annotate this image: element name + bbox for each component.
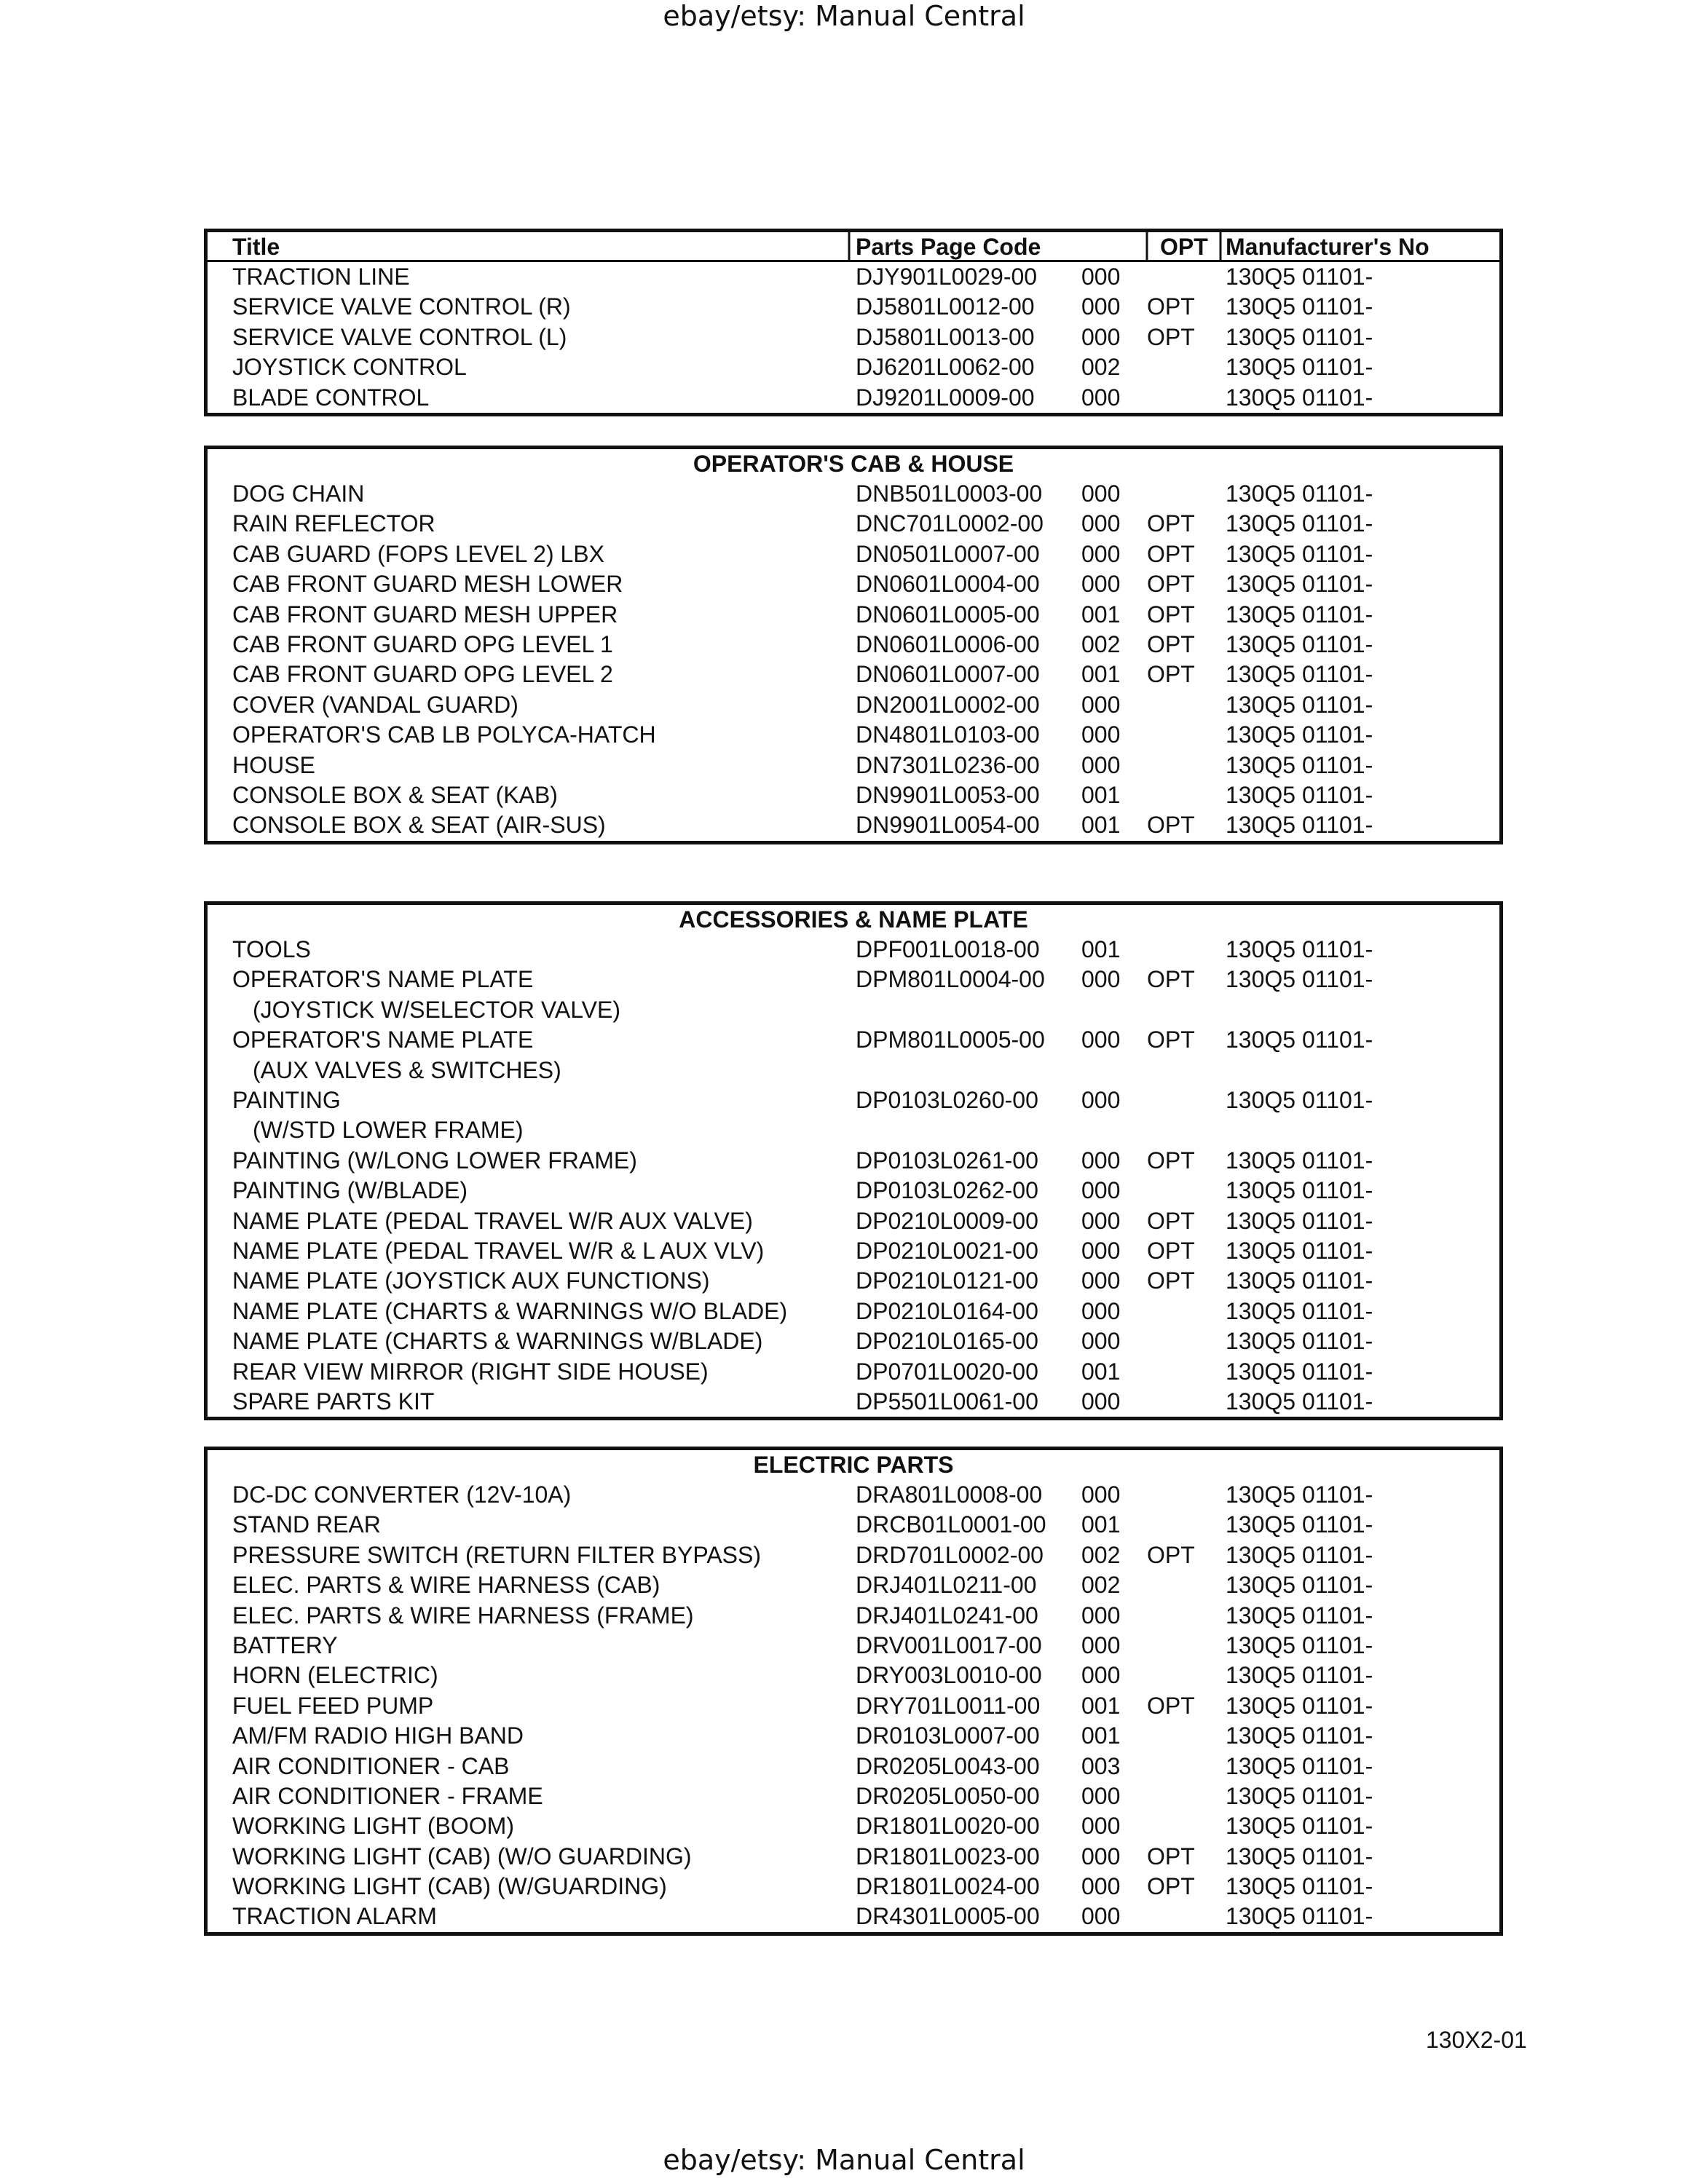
table-row	[208, 1872, 1499, 1902]
variant-code: 000	[1081, 1481, 1121, 1508]
part-title: NAME PLATE (CHARTS & WARNINGS W/BLADE)	[232, 1328, 763, 1355]
manufacturer-number: 130Q5 01101-	[1226, 1541, 1373, 1568]
variant-code: 001	[1081, 1511, 1121, 1538]
parts-page-code: DP0210L0165-00	[856, 1328, 1038, 1355]
manufacturer-number: 130Q5 01101-	[1226, 1481, 1373, 1508]
part-title: CONSOLE BOX & SEAT (KAB)	[232, 781, 558, 808]
variant-code: 001	[1081, 812, 1121, 839]
part-title: TRACTION LINE	[232, 264, 410, 290]
part-title: ELEC. PARTS & WIRE HARNESS (CAB)	[232, 1572, 660, 1599]
column-header-opt: OPT	[1160, 234, 1208, 260]
table-row	[208, 690, 1499, 720]
manufacturer-number: 130Q5 01101-	[1226, 601, 1373, 628]
manufacturer-number: 130Q5 01101-	[1226, 1267, 1373, 1294]
manufacturer-number: 130Q5 01101-	[1226, 510, 1373, 537]
parts-page-code: DN9901L0054-00	[856, 812, 1040, 839]
parts-page-code: DN0601L0006-00	[856, 630, 1040, 657]
parts-page-code: DJ9201L0009-00	[856, 384, 1035, 411]
manufacturer-number: 130Q5 01101-	[1226, 1752, 1373, 1779]
part-title: NAME PLATE (CHARTS & WARNINGS W/O BLADE)	[232, 1297, 788, 1324]
manufacturer-number: 130Q5 01101-	[1226, 1328, 1373, 1355]
manufacturer-number: 130Q5 01101-	[1226, 1572, 1373, 1599]
manufacturer-number: 130Q5 01101-	[1226, 721, 1373, 748]
parts-page-code: DRY003L0010-00	[856, 1662, 1042, 1689]
parts-table-accessories	[204, 901, 1503, 1420]
table-row	[208, 965, 1499, 1025]
manufacturer-number: 130Q5 01101-	[1226, 323, 1373, 350]
variant-code: 000	[1081, 1813, 1121, 1840]
option-flag: OPT	[1147, 1541, 1195, 1568]
table-row	[208, 780, 1499, 810]
part-title-continuation: (AUX VALVES & SWITCHES)	[253, 1056, 561, 1083]
variant-code: 000	[1081, 323, 1121, 350]
part-title-continuation: (JOYSTICK W/SELECTOR VALVE)	[253, 996, 620, 1023]
table-row	[208, 479, 1499, 509]
parts-page-code: DN0601L0005-00	[856, 601, 1040, 628]
part-title: SERVICE VALVE CONTROL (L)	[232, 323, 567, 350]
table-row	[208, 383, 1499, 413]
parts-page-code: DRA801L0008-00	[856, 1481, 1043, 1508]
column-header-manufacturer: Manufacturer's No	[1226, 234, 1429, 260]
part-title: WORKING LIGHT (CAB) (W/O GUARDING)	[232, 1843, 692, 1870]
part-title: OPERATOR'S NAME PLATE	[232, 966, 534, 993]
part-title: SPARE PARTS KIT	[232, 1388, 435, 1415]
option-flag: OPT	[1147, 812, 1195, 839]
part-title: HORN (ELECTRIC)	[232, 1662, 438, 1689]
parts-page-code: DRJ401L0241-00	[856, 1602, 1038, 1629]
table-row	[208, 935, 1499, 965]
parts-page-code: DRCB01L0001-00	[856, 1511, 1046, 1538]
variant-code: 000	[1081, 264, 1121, 290]
manufacturer-number: 130Q5 01101-	[1226, 1358, 1373, 1385]
table-row	[208, 1176, 1499, 1206]
variant-code: 001	[1081, 1692, 1121, 1719]
table-row	[208, 1510, 1499, 1540]
variant-code: 000	[1081, 1388, 1121, 1415]
table-row	[208, 1236, 1499, 1266]
variant-code: 000	[1081, 691, 1121, 718]
parts-page-code: DR0205L0050-00	[856, 1782, 1040, 1809]
table-row	[208, 1631, 1499, 1661]
variant-code: 000	[1081, 1297, 1121, 1324]
parts-page-code: DJ5801L0013-00	[856, 323, 1035, 350]
variant-code: 000	[1081, 384, 1121, 411]
table-row	[208, 1387, 1499, 1417]
variant-code: 000	[1081, 510, 1121, 537]
parts-page-code: DRJ401L0211-00	[856, 1572, 1037, 1599]
variant-code: 000	[1081, 571, 1121, 598]
table-row	[208, 1661, 1499, 1690]
table-row	[208, 1842, 1499, 1872]
table-row	[208, 1601, 1499, 1631]
manufacturer-number: 130Q5 01101-	[1226, 293, 1373, 320]
section-heading: OPERATOR'S CAB & HOUSE	[693, 451, 1014, 477]
table-row	[208, 1691, 1499, 1721]
parts-page-code: DN0601L0004-00	[856, 571, 1040, 598]
variant-code: 000	[1081, 1147, 1121, 1174]
variant-code: 000	[1081, 1086, 1121, 1113]
parts-page-code: DN7301L0236-00	[856, 751, 1040, 778]
part-title: CAB FRONT GUARD MESH LOWER	[232, 571, 623, 598]
table-row	[208, 751, 1499, 780]
manufacturer-number: 130Q5 01101-	[1226, 354, 1373, 381]
manufacturer-number: 130Q5 01101-	[1226, 571, 1373, 598]
table-row	[208, 630, 1499, 660]
part-title-continuation: (W/STD LOWER FRAME)	[253, 1117, 524, 1144]
part-title: PAINTING (W/BLADE)	[232, 1177, 468, 1204]
parts-page-code: DP0103L0261-00	[856, 1147, 1038, 1174]
manufacturer-number: 130Q5 01101-	[1226, 1662, 1373, 1689]
variant-code: 000	[1081, 751, 1121, 778]
parts-page-code: DRY701L0011-00	[856, 1692, 1041, 1719]
parts-page-code: DR0205L0043-00	[856, 1752, 1040, 1779]
part-title: BATTERY	[232, 1631, 338, 1658]
part-title: DOG CHAIN	[232, 480, 365, 507]
variant-code: 000	[1081, 293, 1121, 320]
table-row	[208, 1902, 1499, 1931]
table-row	[208, 1266, 1499, 1296]
table-row	[208, 539, 1499, 569]
manufacturer-number: 130Q5 01101-	[1226, 1722, 1373, 1749]
table-row	[208, 509, 1499, 539]
variant-code: 001	[1081, 781, 1121, 808]
part-title: WORKING LIGHT (CAB) (W/GUARDING)	[232, 1873, 667, 1900]
part-title: AM/FM RADIO HIGH BAND	[232, 1722, 524, 1749]
table-row	[208, 262, 1499, 292]
part-title: SERVICE VALVE CONTROL (R)	[232, 293, 571, 320]
variant-code: 003	[1081, 1752, 1121, 1779]
page-code: 130X2-01	[1426, 2027, 1527, 2053]
part-title: NAME PLATE (PEDAL TRAVEL W/R AUX VALVE)	[232, 1207, 753, 1234]
manufacturer-number: 130Q5 01101-	[1226, 751, 1373, 778]
manufacturer-number: 130Q5 01101-	[1226, 1602, 1373, 1629]
manufacturer-number: 130Q5 01101-	[1226, 1873, 1373, 1900]
parts-page-code: DP0210L0009-00	[856, 1207, 1038, 1234]
parts-page-code: DN0501L0007-00	[856, 540, 1040, 567]
variant-code: 000	[1081, 966, 1121, 993]
parts-page-code: DP0103L0260-00	[856, 1086, 1038, 1113]
part-title: CONSOLE BOX & SEAT (AIR-SUS)	[232, 812, 606, 839]
table-row	[208, 323, 1499, 352]
variant-code: 002	[1081, 1541, 1121, 1568]
option-flag: OPT	[1147, 510, 1195, 537]
variant-code: 000	[1081, 480, 1121, 507]
variant-code: 001	[1081, 661, 1121, 688]
part-title: AIR CONDITIONER - FRAME	[232, 1782, 543, 1809]
parts-page-code: DP0103L0262-00	[856, 1177, 1038, 1204]
part-title: ELEC. PARTS & WIRE HARNESS (FRAME)	[232, 1602, 694, 1629]
manufacturer-number: 130Q5 01101-	[1226, 1631, 1373, 1658]
variant-code: 001	[1081, 936, 1121, 962]
part-title: NAME PLATE (JOYSTICK AUX FUNCTIONS)	[232, 1267, 710, 1294]
variant-code: 002	[1081, 630, 1121, 657]
option-flag: OPT	[1147, 1873, 1195, 1900]
table-row	[208, 569, 1499, 599]
manufacturer-number: 130Q5 01101-	[1226, 1207, 1373, 1234]
manufacturer-number: 130Q5 01101-	[1226, 1843, 1373, 1870]
column-header-code: Parts Page Code	[856, 234, 1041, 260]
table-row	[208, 1721, 1499, 1751]
manufacturer-number: 130Q5 01101-	[1226, 1297, 1373, 1324]
parts-page-code: DR0103L0007-00	[856, 1722, 1040, 1749]
section-heading: ELECTRIC PARTS	[753, 1452, 954, 1478]
table-row	[208, 1206, 1499, 1236]
table-row	[208, 1326, 1499, 1356]
part-title: FUEL FEED PUMP	[232, 1692, 434, 1719]
table-row	[208, 600, 1499, 630]
column-header-row	[208, 232, 1499, 262]
option-flag: OPT	[1147, 571, 1195, 598]
manufacturer-number: 130Q5 01101-	[1226, 691, 1373, 718]
parts-page-code: DR1801L0023-00	[856, 1843, 1040, 1870]
part-title: CAB FRONT GUARD OPG LEVEL 1	[232, 630, 613, 657]
manufacturer-number: 130Q5 01101-	[1226, 1903, 1373, 1930]
section-heading: ACCESSORIES & NAME PLATE	[679, 906, 1028, 933]
table-row	[208, 1540, 1499, 1570]
table-row	[208, 1025, 1499, 1085]
parts-page-code: DN4801L0103-00	[856, 721, 1040, 748]
variant-code: 000	[1081, 1631, 1121, 1658]
parts-page-code: DP0210L0121-00	[856, 1267, 1038, 1294]
variant-code: 001	[1081, 601, 1121, 628]
table-row	[208, 292, 1499, 322]
variant-code: 000	[1081, 540, 1121, 567]
manufacturer-number: 130Q5 01101-	[1226, 1511, 1373, 1538]
part-title: REAR VIEW MIRROR (RIGHT SIDE HOUSE)	[232, 1358, 709, 1385]
parts-page-code: DP0210L0021-00	[856, 1237, 1038, 1264]
manufacturer-number: 130Q5 01101-	[1226, 1237, 1373, 1264]
option-flag: OPT	[1147, 293, 1195, 320]
manufacturer-number: 130Q5 01101-	[1226, 1086, 1373, 1113]
variant-code: 000	[1081, 1026, 1121, 1053]
variant-code: 000	[1081, 1177, 1121, 1204]
variant-code: 002	[1081, 1572, 1121, 1599]
manufacturer-number: 130Q5 01101-	[1226, 1782, 1373, 1809]
part-title: COVER (VANDAL GUARD)	[232, 691, 518, 718]
variant-code: 000	[1081, 1207, 1121, 1234]
part-title: PAINTING (W/LONG LOWER FRAME)	[232, 1147, 637, 1174]
part-title: STAND REAR	[232, 1511, 381, 1538]
variant-code: 000	[1081, 1267, 1121, 1294]
parts-page-code: DNB501L0003-00	[856, 480, 1043, 507]
option-flag: OPT	[1147, 1843, 1195, 1870]
manufacturer-number: 130Q5 01101-	[1226, 1813, 1373, 1840]
part-title: AIR CONDITIONER - CAB	[232, 1752, 510, 1779]
part-title: HOUSE	[232, 751, 315, 778]
table-row	[208, 1146, 1499, 1176]
variant-code: 000	[1081, 1903, 1121, 1930]
manufacturer-number: 130Q5 01101-	[1226, 936, 1373, 962]
part-title: PAINTING	[232, 1086, 341, 1113]
manufacturer-number: 130Q5 01101-	[1226, 1177, 1373, 1204]
parts-page-code: DJ5801L0012-00	[856, 293, 1035, 320]
parts-page-code: DR1801L0024-00	[856, 1873, 1040, 1900]
column-header-title: Title	[232, 234, 280, 260]
part-title: BLADE CONTROL	[232, 384, 430, 411]
manufacturer-number: 130Q5 01101-	[1226, 1026, 1373, 1053]
parts-page-code: DJ6201L0062-00	[856, 354, 1035, 381]
manufacturer-number: 130Q5 01101-	[1226, 966, 1373, 993]
table-row	[208, 810, 1499, 840]
manufacturer-number: 130Q5 01101-	[1226, 1692, 1373, 1719]
watermark-top: ebay/etsy: Manual Central	[663, 0, 1025, 32]
table-row	[208, 1297, 1499, 1326]
table-row	[208, 1811, 1499, 1841]
variant-code: 000	[1081, 1328, 1121, 1355]
option-flag: OPT	[1147, 1692, 1195, 1719]
variant-code: 002	[1081, 354, 1121, 381]
parts-page-code: DJY901L0029-00	[856, 264, 1038, 290]
part-title: NAME PLATE (PEDAL TRAVEL W/R & L AUX VLV)	[232, 1237, 765, 1264]
parts-page-code: DN0601L0007-00	[856, 661, 1040, 688]
manufacturer-number: 130Q5 01101-	[1226, 264, 1373, 290]
option-flag: OPT	[1147, 323, 1195, 350]
manufacturer-number: 130Q5 01101-	[1226, 630, 1373, 657]
parts-page-code: DPM801L0005-00	[856, 1026, 1045, 1053]
table-row	[208, 1085, 1499, 1146]
option-flag: OPT	[1147, 1267, 1195, 1294]
part-title: JOYSTICK CONTROL	[232, 354, 467, 381]
table-row	[208, 1752, 1499, 1781]
parts-page-code: DP0210L0164-00	[856, 1297, 1038, 1324]
table-row	[208, 1781, 1499, 1811]
variant-code: 000	[1081, 1782, 1121, 1809]
table-row	[208, 1480, 1499, 1510]
part-title: OPERATOR'S CAB LB POLYCA-HATCH	[232, 721, 656, 748]
part-title: WORKING LIGHT (BOOM)	[232, 1813, 514, 1840]
option-flag: OPT	[1147, 661, 1195, 688]
parts-page-code: DRV001L0017-00	[856, 1631, 1042, 1658]
part-title: CAB FRONT GUARD MESH UPPER	[232, 601, 618, 628]
parts-page-code: DN9901L0053-00	[856, 781, 1040, 808]
option-flag: OPT	[1147, 1237, 1195, 1264]
parts-page-code: DRD701L0002-00	[856, 1541, 1044, 1568]
watermark-bottom: ebay/etsy: Manual Central	[663, 2144, 1025, 2176]
variant-code: 000	[1081, 1843, 1121, 1870]
table-row	[208, 1570, 1499, 1600]
parts-page-code: DP0701L0020-00	[856, 1358, 1038, 1385]
variant-code: 000	[1081, 721, 1121, 748]
option-flag: OPT	[1147, 540, 1195, 567]
variant-code: 000	[1081, 1662, 1121, 1689]
manufacturer-number: 130Q5 01101-	[1226, 1388, 1373, 1415]
table-row	[208, 660, 1499, 689]
parts-page-code: DNC701L0002-00	[856, 510, 1044, 537]
parts-page-code: DPF001L0018-00	[856, 936, 1040, 962]
manufacturer-number: 130Q5 01101-	[1226, 781, 1373, 808]
parts-page-code: DR1801L0020-00	[856, 1813, 1040, 1840]
option-flag: OPT	[1147, 1026, 1195, 1053]
table-row	[208, 720, 1499, 750]
variant-code: 000	[1081, 1237, 1121, 1264]
manufacturer-number: 130Q5 01101-	[1226, 384, 1373, 411]
option-flag: OPT	[1147, 1207, 1195, 1234]
manufacturer-number: 130Q5 01101-	[1226, 540, 1373, 567]
part-title: DC-DC CONVERTER (12V-10A)	[232, 1481, 572, 1508]
option-flag: OPT	[1147, 1147, 1195, 1174]
manufacturer-number: 130Q5 01101-	[1226, 661, 1373, 688]
part-title: TOOLS	[232, 936, 311, 962]
manufacturer-number: 130Q5 01101-	[1226, 480, 1373, 507]
option-flag: OPT	[1147, 601, 1195, 628]
parts-page-code: DPM801L0004-00	[856, 966, 1045, 993]
option-flag: OPT	[1147, 966, 1195, 993]
option-flag: OPT	[1147, 630, 1195, 657]
parts-table-electric	[204, 1447, 1503, 1936]
table-row	[208, 1357, 1499, 1387]
manufacturer-number: 130Q5 01101-	[1226, 1147, 1373, 1174]
parts-table-operators-cab	[204, 446, 1503, 844]
part-title: CAB GUARD (FOPS LEVEL 2) LBX	[232, 540, 604, 567]
part-title: OPERATOR'S NAME PLATE	[232, 1026, 534, 1053]
part-title: RAIN REFLECTOR	[232, 510, 435, 537]
table-row	[208, 352, 1499, 382]
part-title: TRACTION ALARM	[232, 1903, 437, 1930]
parts-page-code: DP5501L0061-00	[856, 1388, 1038, 1415]
variant-code: 001	[1081, 1358, 1121, 1385]
variant-code: 000	[1081, 1602, 1121, 1629]
part-title: PRESSURE SWITCH (RETURN FILTER BYPASS)	[232, 1541, 761, 1568]
parts-page-code: DR4301L0005-00	[856, 1903, 1040, 1930]
variant-code: 001	[1081, 1722, 1121, 1749]
manufacturer-number: 130Q5 01101-	[1226, 812, 1373, 839]
part-title: CAB FRONT GUARD OPG LEVEL 2	[232, 661, 613, 688]
variant-code: 000	[1081, 1873, 1121, 1900]
parts-page-code: DN2001L0002-00	[856, 691, 1040, 718]
parts-table-controls	[204, 229, 1503, 416]
